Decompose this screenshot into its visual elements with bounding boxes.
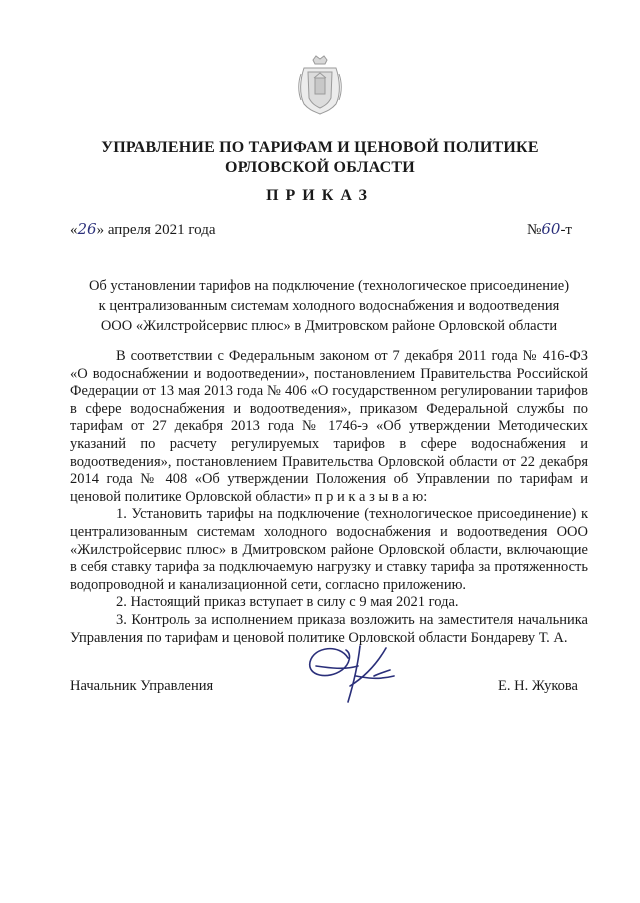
subject-line: ООО «Жилстройсервис плюс» в Дмитровском районе Орловской области: [100, 318, 558, 334]
date-close-quote: »: [96, 222, 105, 238]
handwritten-signature-icon: [286, 636, 416, 706]
order-number: [527, 220, 572, 239]
org-title-line2: ОРЛОВСКОЙ ОБЛАСТИ: [225, 159, 415, 176]
order-body: [70, 348, 588, 647]
org-title-line1: УПРАВЛЕНИЕ ПО ТАРИФАМ И ЦЕНОВОЙ ПОЛИТИКЕ: [101, 139, 539, 156]
clause-3-paragraph: 3. Контроль за исполнением приказа возложить на заместителя начальника Управления по тарифам и ценовой политике Орловской области Бондареву Т. А.: [70, 611, 588, 646]
clause-2-paragraph: 2. Настоящий приказ вступает в силу с 9 мая 2021 года.: [116, 594, 459, 611]
signatory-position: Начальник Управления: [70, 678, 214, 694]
document-type: ПРИКАЗ: [266, 187, 374, 204]
clause-1-paragraph: 1. Установить тарифы на подключение (технологическое присоединение) к централизованным системам холодного водоснабжения и водоотведения ООО «Жилстройсервис плюс» в Дмитровском районе Орловской области, включающие в себя ставку тарифа за подключаемую нагрузку и ставку тарифа за протяженность водопроводной и канализационной сети, согласно приложению.: [70, 506, 588, 593]
date-rest: апреля 2021 года: [104, 222, 216, 238]
preamble-paragraph: В соответствии с Федеральным законом от 7 декабря 2011 года № 416-ФЗ «О водоснабжении и водоотведении», постановлением Правительства Российской Федерации от 13 мая 2013 года № 406 «О государственном регулировании тарифов в сфере водоснабжения и водоотведения», приказом Федеральной службы по тарифам от 27 декабря 2013 года № 1746-э «Об утверждении Методических указаний по расчету регулируемых тарифов в сфере водоснабжения и водоотведения», постановлением Правительства Орловской области от 22 декабря 2014 года № 408 «Об утверждении Положения об Управлении по тарифам и ценовой политике Орловской области» п р и к а з ы в а ю:: [70, 348, 588, 505]
number-suffix: -т: [560, 222, 572, 238]
date-open-quote: «: [70, 222, 78, 238]
signer-name: Е. Н. Жукова: [497, 678, 578, 694]
number-prefix: №: [527, 222, 542, 238]
subject-line: к централизованным системам холодного водоснабжения и водоотведения: [98, 298, 560, 314]
date-day-handwritten: 26: [77, 220, 97, 238]
subject-line: Об установлении тарифов на подключение (технологическое присоединение): [88, 278, 570, 294]
order-date: [70, 220, 216, 239]
order-subject: [70, 276, 588, 336]
number-value-handwritten: 60: [541, 220, 561, 238]
coat-of-arms-icon: [296, 54, 344, 116]
